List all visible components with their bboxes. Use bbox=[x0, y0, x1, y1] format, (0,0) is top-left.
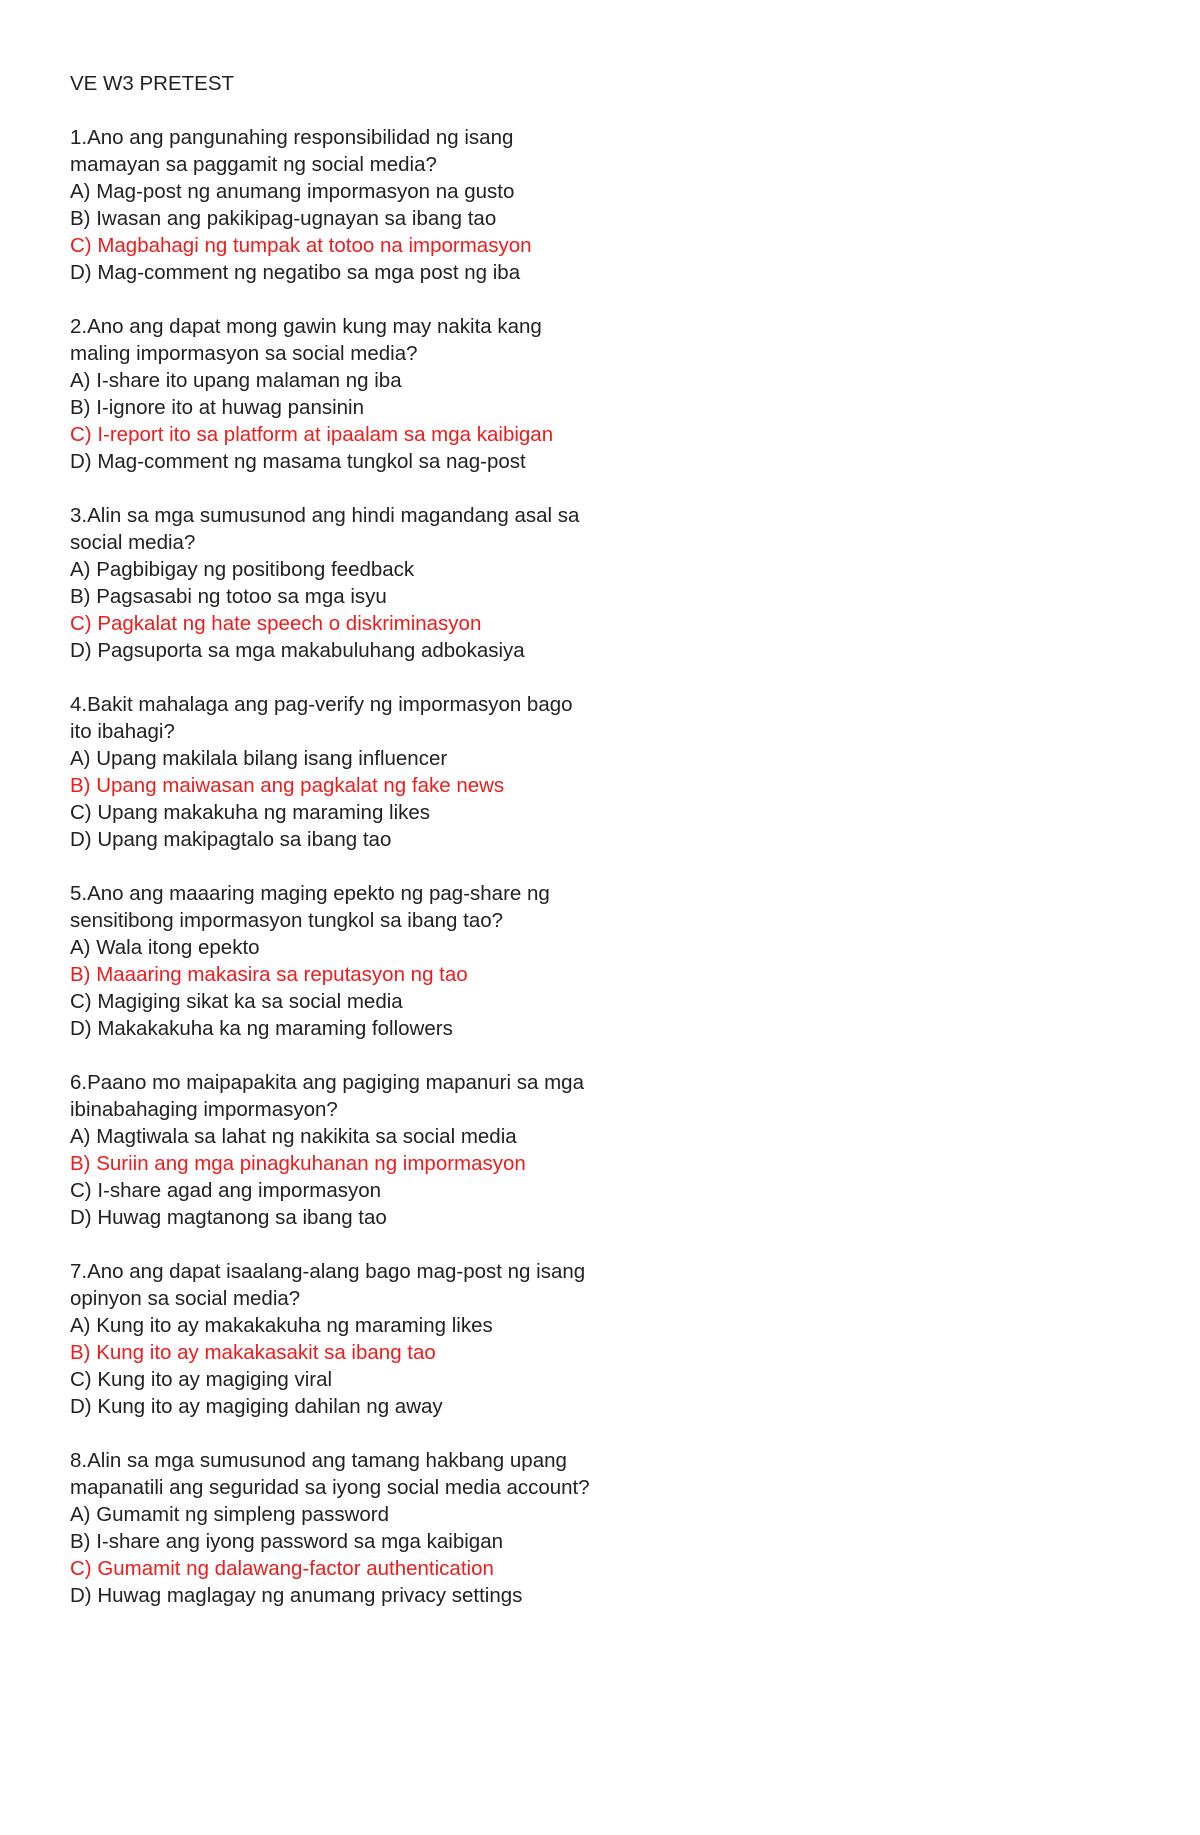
answer-option: A) Kung ito ay makakakuha ng maraming likes bbox=[70, 1314, 493, 1337]
answer-option: D) Mag-comment ng masama tungkol sa nag-post bbox=[70, 450, 526, 473]
answer-option: C) Magiging sikat ka sa social media bbox=[70, 990, 403, 1013]
answer-option: C) Upang makakuha ng maraming likes bbox=[70, 801, 431, 824]
answer-option: B) Iwasan ang pakikipag-ugnayan sa ibang tao bbox=[70, 207, 497, 230]
answer-option: A) Pagbibigay ng positibong feedback bbox=[70, 558, 415, 581]
answer-option: D) Huwag magtanong sa ibang tao bbox=[70, 1206, 387, 1229]
answer-option: A) Magtiwala sa lahat ng nakikita sa social media bbox=[70, 1125, 517, 1148]
question-text: 4.Bakit mahalaga ang pag-verify ng impormasyon bago ito ibahagi? bbox=[70, 693, 573, 743]
answer-option: D) Kung ito ay magiging dahilan ng away bbox=[70, 1395, 443, 1418]
question-list bbox=[70, 124, 590, 1609]
question-block bbox=[70, 1447, 590, 1609]
answer-option: A) Mag-post ng anumang impormasyon na gusto bbox=[70, 180, 515, 203]
answer-option: D) Mag-comment ng negatibo sa mga post ng iba bbox=[70, 261, 521, 284]
answer-option: C) I-share agad ang impormasyon bbox=[70, 1179, 382, 1202]
answer-option: D) Huwag maglagay ng anumang privacy settings bbox=[70, 1584, 523, 1607]
question-block bbox=[70, 124, 590, 286]
answer-option: D) Pagsuporta sa mga makabuluhang adbokasiya bbox=[70, 639, 525, 662]
question-block bbox=[70, 502, 590, 664]
question-text: 8.Alin sa mga sumusunod ang tamang hakbang upang mapanatili ang seguridad sa iyong social media account? bbox=[70, 1449, 590, 1499]
answer-option: C) Kung ito ay magiging viral bbox=[70, 1368, 333, 1391]
question-text: 6.Paano mo maipapakita ang pagiging mapanuri sa mga ibinabahaging impormasyon? bbox=[70, 1071, 584, 1121]
answer-option: A) Gumamit ng simpleng password bbox=[70, 1503, 390, 1526]
answer-option: A) I-share ito upang malaman ng iba bbox=[70, 369, 402, 392]
document-page bbox=[70, 70, 590, 1636]
answer-option: B) Pagsasabi ng totoo sa mga isyu bbox=[70, 585, 387, 608]
answer-option: A) Wala itong epekto bbox=[70, 936, 260, 959]
question-block bbox=[70, 880, 590, 1042]
answer-option: B) I-share ang iyong password sa mga kaibigan bbox=[70, 1530, 504, 1553]
question-block bbox=[70, 1258, 590, 1420]
question-text: 3.Alin sa mga sumusunod ang hindi magandang asal sa social media? bbox=[70, 504, 580, 554]
correct-answer-option: B) Upang maiwasan ang pagkalat ng fake news bbox=[70, 774, 505, 797]
answer-option: D) Makakakuha ka ng maraming followers bbox=[70, 1017, 453, 1040]
question-block bbox=[70, 1069, 590, 1231]
correct-answer-option: C) I-report ito sa platform at ipaalam sa mga kaibigan bbox=[70, 423, 554, 446]
question-text: 2.Ano ang dapat mong gawin kung may nakita kang maling impormasyon sa social media? bbox=[70, 315, 542, 365]
answer-option: A) Upang makilala bilang isang influencer bbox=[70, 747, 448, 770]
correct-answer-option: C) Gumamit ng dalawang-factor authentication bbox=[70, 1557, 494, 1580]
answer-option: B) I-ignore ito at huwag pansinin bbox=[70, 396, 365, 419]
correct-answer-option: B) Suriin ang mga pinagkuhanan ng impormasyon bbox=[70, 1152, 526, 1175]
correct-answer-option: C) Pagkalat ng hate speech o diskriminasyon bbox=[70, 612, 482, 635]
correct-answer-option: B) Maaaring makasira sa reputasyon ng tao bbox=[70, 963, 468, 986]
question-block bbox=[70, 313, 590, 475]
correct-answer-option: B) Kung ito ay makakasakit sa ibang tao bbox=[70, 1341, 436, 1364]
question-text: 5.Ano ang maaaring maging epekto ng pag-share ng sensitibong impormasyon tungkol sa ibang tao? bbox=[70, 882, 550, 932]
answer-option: D) Upang makipagtalo sa ibang tao bbox=[70, 828, 392, 851]
question-text: 7.Ano ang dapat isaalang-alang bago mag-post ng isang opinyon sa social media? bbox=[70, 1260, 586, 1310]
question-block bbox=[70, 691, 590, 853]
correct-answer-option: C) Magbahagi ng tumpak at totoo na impormasyon bbox=[70, 234, 532, 257]
question-text: 1.Ano ang pangunahing responsibilidad ng isang mamayan sa paggamit ng social media? bbox=[70, 126, 514, 176]
document-title: VE W3 PRETEST bbox=[70, 72, 235, 95]
